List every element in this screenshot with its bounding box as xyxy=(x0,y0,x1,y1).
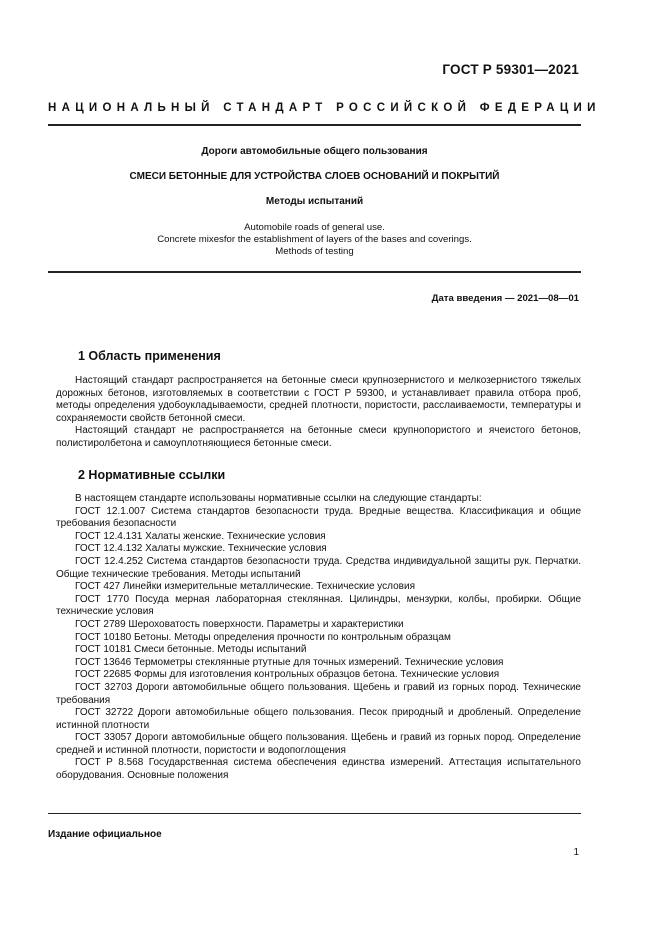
top-divider xyxy=(48,124,581,126)
section-1-body xyxy=(56,375,581,451)
section-2-body xyxy=(56,493,581,783)
reference-item: ГОСТ 33057 Дороги автомобильные общего пользования. Щебень и гравий из горных пород. Определение средней и истинной плотности, пористости и водопоглощения xyxy=(56,732,581,756)
section-2-intro: В настоящем стандарте использованы нормативные ссылки на следующие стандарты: xyxy=(75,493,482,504)
official-edition-label: Издание официальное xyxy=(48,829,162,840)
reference-item: ГОСТ 2789 Шероховатость поверхности. Параметры и характеристики xyxy=(75,618,404,630)
footer-divider xyxy=(48,813,581,814)
title-group: Дороги автомобильные общего пользования xyxy=(201,146,428,157)
reference-item: ГОСТ 1770 Посуда мерная лабораторная стеклянная. Цилиндры, мензурки, колбы, пробирки. Общие технические условия xyxy=(56,593,581,618)
document-code: ГОСТ Р 59301—2021 xyxy=(442,62,579,77)
english-title xyxy=(48,222,581,258)
reference-item: ГОСТ 12.4.252 Система стандартов безопасности труда. Средства индивидуальной защиты рук. Перчатки. Общие технические требования. Методы испытаний xyxy=(56,555,581,580)
reference-item: ГОСТ Р 8.568 Государственная система обеспечения единства измерений. Аттестация испытательного оборудования. Основные положения xyxy=(56,757,581,782)
reference-item: ГОСТ 12.4.131 Халаты женские. Технические условия xyxy=(75,530,326,542)
english-title-line-2: Concrete mixesfor the establishment of layers of the bases and coverings. xyxy=(157,234,472,245)
reference-item: ГОСТ 13646 Термометры стеклянные ртутные для точных измерений. Технические условия xyxy=(75,656,504,668)
section-2-heading: 2 Нормативные ссылки xyxy=(78,468,226,482)
reference-item: ГОСТ 427 Линейки измерительные металлические. Технические условия xyxy=(75,581,415,593)
title-divider xyxy=(48,271,581,273)
page-number: 1 xyxy=(573,847,579,858)
reference-item: ГОСТ 10181 Смеси бетонные. Методы испытаний xyxy=(75,644,307,656)
reference-item: ГОСТ 12.4.132 Халаты мужские. Технические условия xyxy=(75,543,327,555)
introduction-date: Дата введения — 2021—08—01 xyxy=(431,293,579,304)
reference-item: ГОСТ 32722 Дороги автомобильные общего пользования. Песок природный и дробленый. Определение истинной плотности xyxy=(56,707,581,731)
reference-item: ГОСТ 22685 Формы для изготовления контрольных образцов бетона. Технические условия xyxy=(75,669,500,681)
section-1-heading: 1 Область применения xyxy=(78,349,221,363)
reference-item: ГОСТ 12.1.007 Система стандартов безопасности труда. Вредные вещества. Классификация и общие требования безопасности xyxy=(56,505,581,530)
title-sub: Методы испытаний xyxy=(265,196,364,207)
reference-item: ГОСТ 10180 Бетоны. Методы определения прочности по контрольным образцам xyxy=(75,631,451,643)
english-title-line-1: Automobile roads of general use. xyxy=(244,222,385,233)
national-standard-heading: НАЦИОНАЛЬНЫЙ СТАНДАРТ РОССИЙСКОЙ ФЕДЕРАЦИИ xyxy=(48,102,601,114)
title-main: СМЕСИ БЕТОННЫЕ ДЛЯ УСТРОЙСТВА СЛОЕВ ОСНОВАНИЙ И ПОКРЫТИЙ xyxy=(129,171,500,182)
section-1-paragraph: Настоящий стандарт распространяется на бетонные смеси крупнозернистого и мелкозернистого тяжелых дорожных бетонов, изготовляемых в соответствии с ГОСТ Р 59300, и устанавливает правила отбора проб, методы определения удобоукладываемости, средней плотности, пористости, расслаиваемости, температуры и сохраняемости свойств бетонной смеси. xyxy=(56,375,581,424)
english-title-line-3: Methods of testing xyxy=(275,246,354,257)
section-1-paragraph: Настоящий стандарт не распространяется на бетонные смеси крупнопористого и ячеистого бетонов, полистиролбетона и самоуплотняющиеся бетонные смеси. xyxy=(56,425,581,449)
reference-item: ГОСТ 32703 Дороги автомобильные общего пользования. Щебень и гравий из горных пород. Технические требования xyxy=(56,681,581,706)
